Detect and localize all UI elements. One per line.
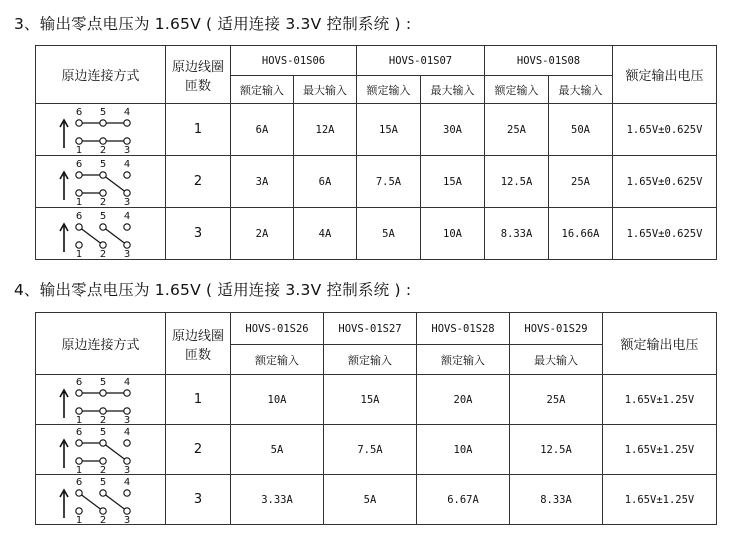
pin-circle (99, 439, 105, 445)
wire-line (103, 493, 127, 511)
pin-circle (99, 223, 105, 229)
pin-circle (99, 119, 105, 125)
connection-diagram-cell (36, 475, 166, 525)
pin-circle (123, 223, 129, 229)
pin-circle (99, 407, 105, 413)
pin-label: 4 (123, 210, 130, 222)
table-row (36, 208, 717, 260)
table-row (36, 425, 717, 475)
pin-label: 4 (123, 106, 130, 118)
rated-input-header: 额定输入 (357, 76, 421, 104)
value-cell: 5A (357, 208, 421, 260)
turns-header: 原边线圈匝数 (166, 313, 231, 375)
wire-line (79, 493, 103, 511)
output-cell: 1.65V±1.25V (603, 375, 717, 425)
section4-heading: 4、输出零点电压为 1.65V ( 适用连接 3.3V 控制系统 ) : (14, 281, 412, 299)
value-cell: 3.33A (231, 475, 324, 525)
turns-header: 原边线圈匝数 (166, 46, 231, 104)
pin-label: 4 (123, 376, 130, 388)
model-header: HOVS-01S29 (510, 313, 603, 345)
pin-label: 3 (123, 144, 130, 154)
pin-label: 6 (75, 210, 82, 222)
table-row (36, 375, 717, 425)
pin-label: 5 (99, 376, 106, 388)
pin-label: 3 (123, 464, 130, 474)
pin-label: 1 (75, 464, 82, 474)
output-cell: 1.65V±1.25V (603, 475, 717, 525)
pin-label: 4 (123, 158, 130, 170)
pin-circle (123, 439, 129, 445)
rated-input-header: 额定输入 (231, 345, 324, 375)
output-header: 额定输出电压 (613, 46, 717, 104)
connection-diagram-cell (36, 425, 166, 475)
pin-label: 3 (123, 514, 130, 524)
value-cell: 15A (324, 375, 417, 425)
pin-circle (123, 389, 129, 395)
table-row (36, 104, 717, 156)
value-cell: 12A (294, 104, 357, 156)
value-cell: 10A (231, 375, 324, 425)
pin-circle (123, 407, 129, 413)
pin-circle (99, 507, 105, 513)
connection-header: 原边连接方式 (36, 46, 166, 104)
pin-label: 1 (75, 144, 82, 154)
pin-circle (75, 439, 81, 445)
pin-label: 2 (99, 414, 106, 424)
spec-table-3 (35, 45, 717, 260)
pin-circle (123, 489, 129, 495)
pin-circle (75, 407, 81, 413)
value-cell: 4A (294, 208, 357, 260)
section3-heading: 3、输出零点电压为 1.65V ( 适用连接 3.3V 控制系统 ) : (14, 15, 412, 33)
pin-label: 2 (99, 144, 106, 154)
max-input-header: 最大输入 (510, 345, 603, 375)
connection-header: 原边连接方式 (36, 313, 166, 375)
pin-label: 4 (123, 476, 130, 488)
pin-label: 3 (123, 196, 130, 206)
pin-circle (75, 507, 81, 513)
pin-circle (99, 489, 105, 495)
pin-label: 5 (99, 106, 106, 118)
rated-input-header: 额定输入 (417, 345, 510, 375)
turns-cell: 3 (166, 208, 231, 260)
turns-cell: 2 (166, 425, 231, 475)
arrow-up-icon (60, 172, 68, 200)
winding-connection-2-diagram (51, 158, 151, 206)
value-cell: 8.33A (510, 475, 603, 525)
value-cell: 25A (510, 375, 603, 425)
turns-cell: 1 (166, 375, 231, 425)
pin-circle (99, 171, 105, 177)
turns-cell: 3 (166, 475, 231, 525)
value-cell: 2A (231, 208, 294, 260)
pin-label: 6 (75, 476, 82, 488)
arrow-up-icon (60, 490, 68, 518)
value-cell: 12.5A (510, 425, 603, 475)
value-cell: 6.67A (417, 475, 510, 525)
pin-circle (123, 507, 129, 513)
pin-circle (75, 223, 81, 229)
value-cell: 5A (324, 475, 417, 525)
value-cell: 15A (357, 104, 421, 156)
wire-line (103, 443, 127, 461)
pin-label: 5 (99, 210, 106, 222)
winding-connection-1-diagram (51, 106, 151, 154)
output-cell: 1.65V±0.625V (613, 208, 717, 260)
pin-circle (75, 119, 81, 125)
pin-label: 5 (99, 158, 106, 170)
output-cell: 1.65V±0.625V (613, 104, 717, 156)
pin-label: 3 (123, 248, 130, 258)
max-input-header: 最大输入 (294, 76, 357, 104)
value-cell: 3A (231, 156, 294, 208)
value-cell: 10A (417, 425, 510, 475)
value-cell: 25A (485, 104, 549, 156)
winding-connection-3-diagram (51, 476, 151, 524)
value-cell: 15A (421, 156, 485, 208)
value-cell: 12.5A (485, 156, 549, 208)
pin-label: 4 (123, 426, 130, 438)
pin-circle (123, 241, 129, 247)
pin-label: 6 (75, 106, 82, 118)
model-header: HOVS-01S28 (417, 313, 510, 345)
value-cell: 10A (421, 208, 485, 260)
wire-line (103, 227, 127, 245)
wire-line (103, 175, 127, 193)
arrow-up-icon (60, 390, 68, 418)
pin-circle (123, 137, 129, 143)
pin-circle (75, 137, 81, 143)
pin-label: 2 (99, 248, 106, 258)
max-input-header: 最大输入 (549, 76, 613, 104)
connection-diagram-cell (36, 375, 166, 425)
model-header: HOVS-01S08 (485, 46, 613, 76)
pin-circle (123, 171, 129, 177)
arrow-up-icon (60, 120, 68, 148)
pin-circle (99, 137, 105, 143)
pin-circle (75, 241, 81, 247)
arrow-up-icon (60, 440, 68, 468)
pin-label: 6 (75, 426, 82, 438)
pin-label: 5 (99, 426, 106, 438)
table-row (36, 475, 717, 525)
table-row (36, 156, 717, 208)
pin-circle (99, 457, 105, 463)
value-cell: 20A (417, 375, 510, 425)
connection-diagram-cell (36, 208, 166, 260)
connection-diagram-cell (36, 156, 166, 208)
pin-circle (123, 189, 129, 195)
rated-input-header: 额定输入 (324, 345, 417, 375)
pin-circle (75, 389, 81, 395)
rated-input-header: 额定输入 (231, 76, 294, 104)
wire-line (79, 227, 103, 245)
value-cell: 30A (421, 104, 485, 156)
pin-label: 3 (123, 414, 130, 424)
pin-label: 6 (75, 158, 82, 170)
value-cell: 50A (549, 104, 613, 156)
value-cell: 7.5A (357, 156, 421, 208)
turns-cell: 2 (166, 156, 231, 208)
output-cell: 1.65V±0.625V (613, 156, 717, 208)
model-header: HOVS-01S26 (231, 313, 324, 345)
pin-circle (75, 189, 81, 195)
pin-label: 2 (99, 196, 106, 206)
winding-connection-1-diagram (51, 376, 151, 424)
value-cell: 6A (294, 156, 357, 208)
connection-diagram-cell (36, 104, 166, 156)
arrow-up-icon (60, 224, 68, 252)
pin-circle (75, 171, 81, 177)
max-input-header: 最大输入 (421, 76, 485, 104)
winding-connection-2-diagram (51, 426, 151, 474)
output-cell: 1.65V±1.25V (603, 425, 717, 475)
pin-label: 1 (75, 248, 82, 258)
pin-label: 1 (75, 196, 82, 206)
pin-circle (99, 241, 105, 247)
pin-label: 1 (75, 514, 82, 524)
value-cell: 8.33A (485, 208, 549, 260)
model-header: HOVS-01S06 (231, 46, 357, 76)
value-cell: 25A (549, 156, 613, 208)
pin-circle (99, 189, 105, 195)
pin-circle (123, 119, 129, 125)
pin-circle (99, 389, 105, 395)
value-cell: 7.5A (324, 425, 417, 475)
winding-connection-3-diagram (51, 210, 151, 258)
pin-circle (75, 489, 81, 495)
pin-label: 2 (99, 464, 106, 474)
model-header: HOVS-01S27 (324, 313, 417, 345)
model-header: HOVS-01S07 (357, 46, 485, 76)
pin-circle (75, 457, 81, 463)
value-cell: 5A (231, 425, 324, 475)
pin-label: 2 (99, 514, 106, 524)
value-cell: 6A (231, 104, 294, 156)
turns-cell: 1 (166, 104, 231, 156)
rated-input-header: 额定输入 (485, 76, 549, 104)
pin-label: 1 (75, 414, 82, 424)
pin-label: 6 (75, 376, 82, 388)
value-cell: 16.66A (549, 208, 613, 260)
spec-table-4 (35, 312, 717, 525)
pin-circle (123, 457, 129, 463)
output-header: 额定输出电压 (603, 313, 717, 375)
pin-label: 5 (99, 476, 106, 488)
